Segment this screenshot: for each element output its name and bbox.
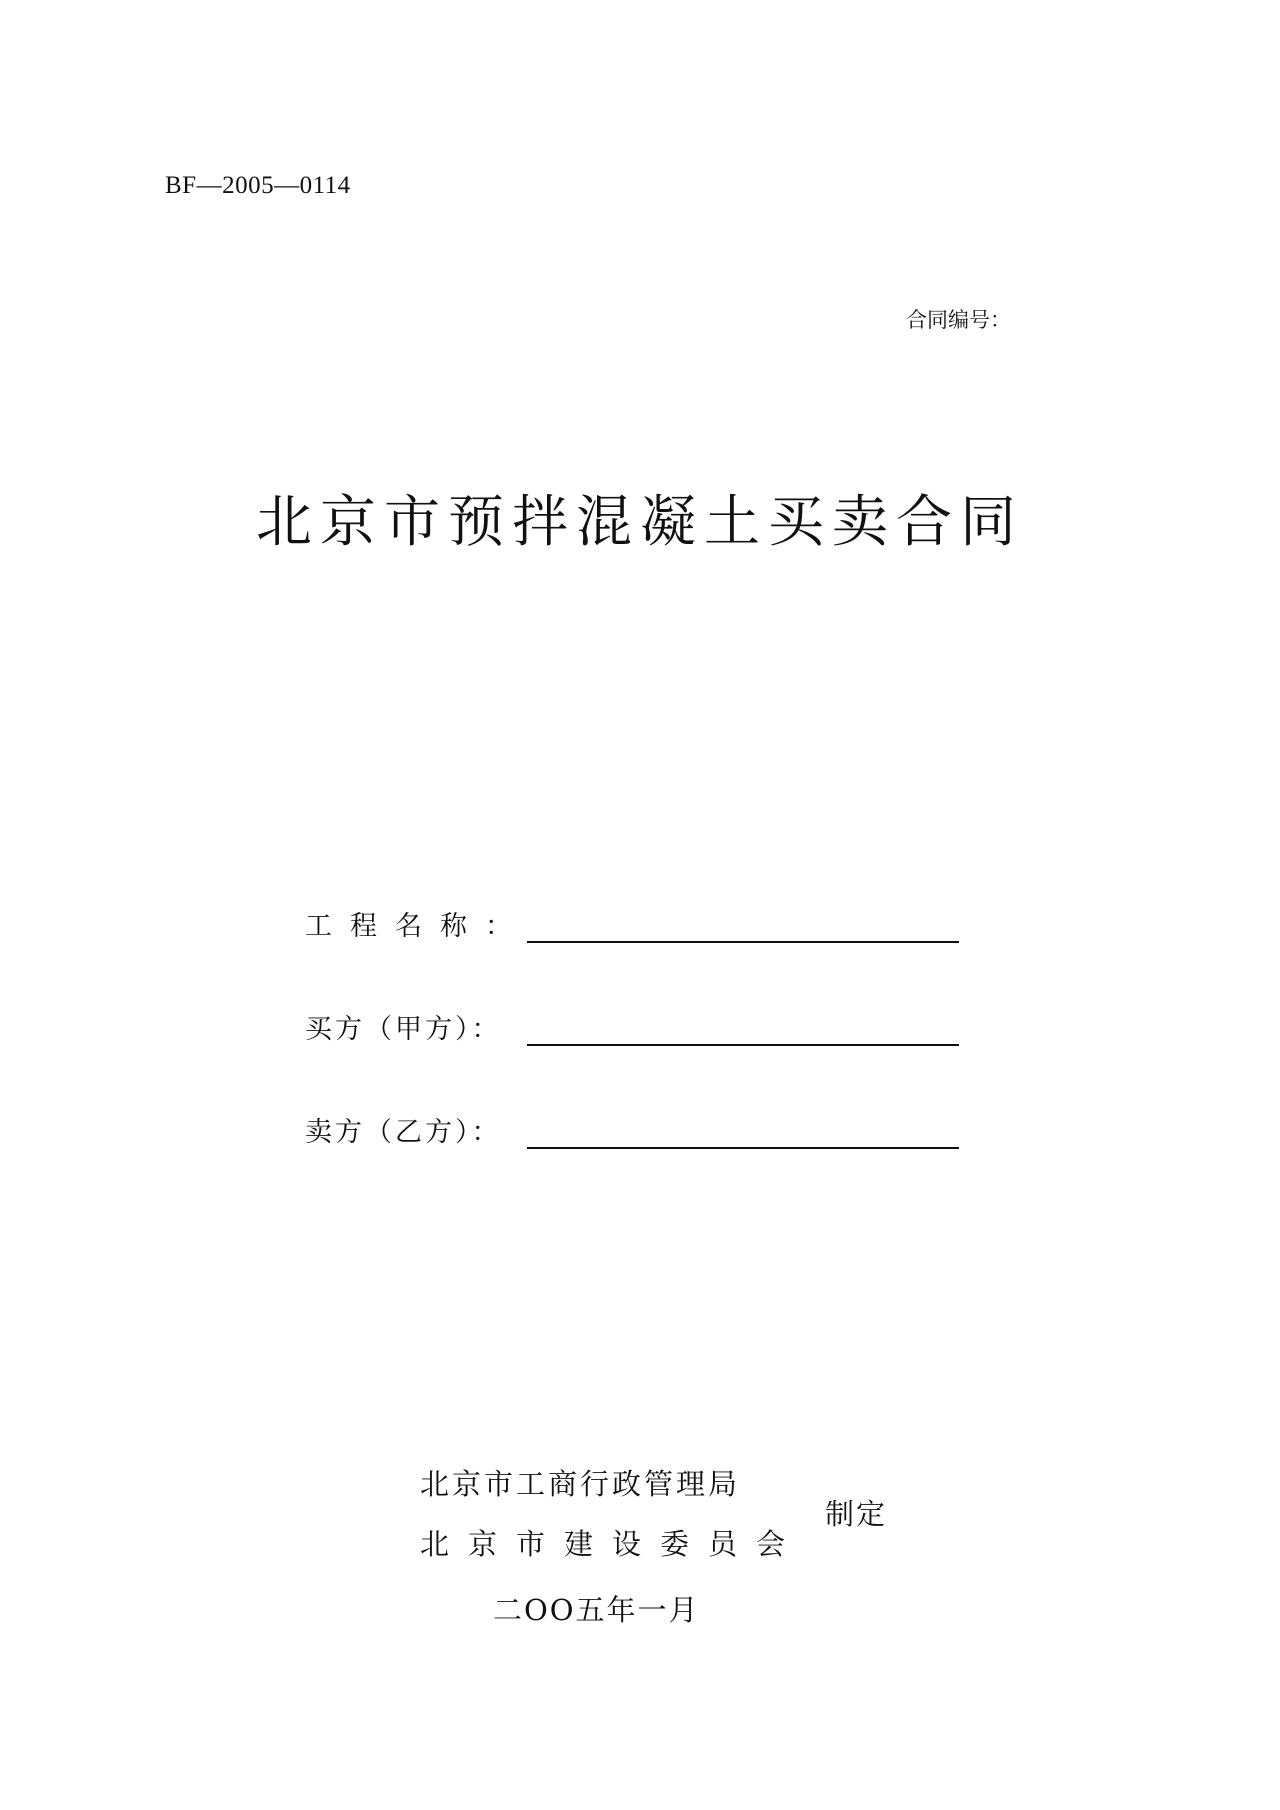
field-line-seller [527,1147,959,1149]
issuer-construction-commission: 北京市建设委员会 [420,1527,805,1561]
field-label-project-name: 工程名称： [305,911,530,942]
contract-number-label: 合同编号： [906,308,1011,332]
enacted-label: 制定 [825,1497,888,1531]
field-label-seller: 卖方（乙方）： [305,1117,502,1148]
document-title: 北京市预拌混凝土买卖合同 [256,490,1024,555]
field-line-project-name [527,941,959,943]
field-label-buyer: 买方（甲方）： [305,1014,502,1045]
field-line-buyer [527,1044,959,1046]
issuer-industry-commerce: 北京市工商行政管理局 [420,1467,741,1501]
issue-date: 二OO五年一月 [493,1593,700,1627]
form-code: BF—2005—0114 [165,172,351,199]
